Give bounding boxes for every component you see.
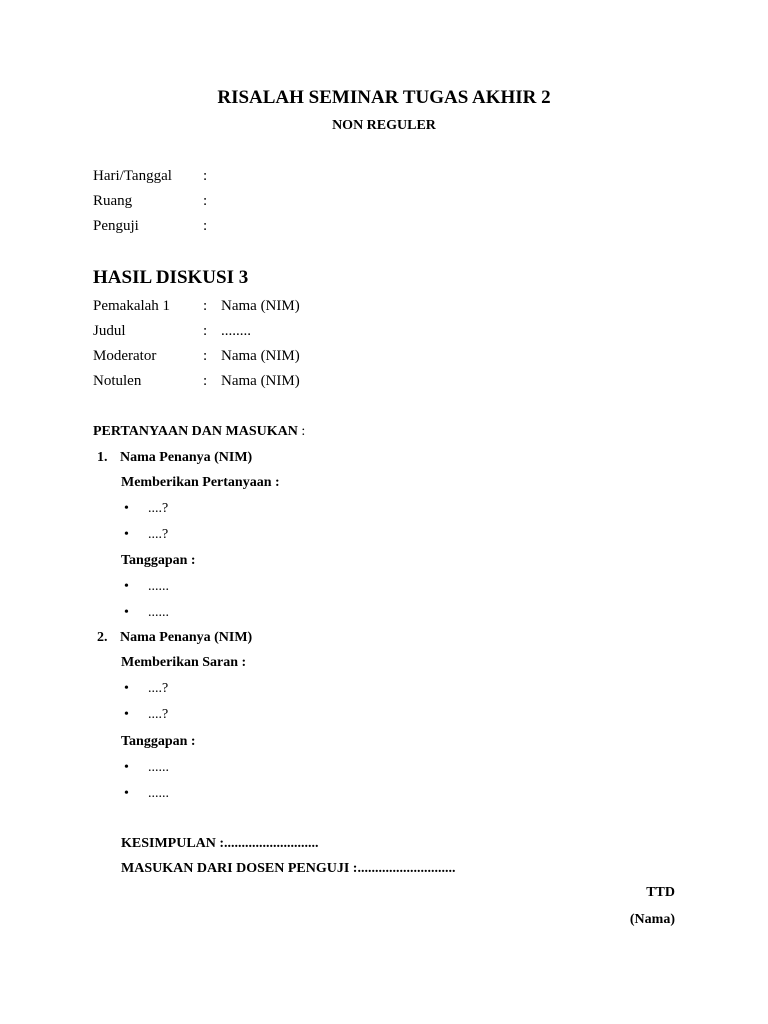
discussion-row-notetaker xyxy=(93,372,300,390)
bullet-icon: • xyxy=(124,605,129,620)
list-item xyxy=(124,578,169,596)
question-item xyxy=(97,449,252,467)
signature-label: TTD xyxy=(646,885,675,900)
list-item-text: ...... xyxy=(148,579,169,594)
bullet-icon: • xyxy=(124,681,129,696)
discussion-separator: : xyxy=(203,298,208,314)
discussion-label: Notulen xyxy=(93,373,142,389)
bullet-icon: • xyxy=(124,527,129,542)
conclusion-line: KESIMPULAN :........................... xyxy=(121,836,319,851)
session-label: Ruang xyxy=(93,193,133,209)
discussion-heading: HASIL DISKUSI 3 xyxy=(93,267,249,288)
session-separator: : xyxy=(203,218,208,234)
bullet-icon: • xyxy=(124,579,129,594)
discussion-value: ........ xyxy=(221,323,251,339)
list-item xyxy=(124,680,168,698)
signature-name: (Nama) xyxy=(629,912,675,927)
question-asker: Nama Penanya (NIM) xyxy=(120,630,253,645)
question-input-label: Memberikan Pertanyaan : xyxy=(121,475,280,490)
session-separator: : xyxy=(203,168,208,184)
list-item-text: ....? xyxy=(148,707,169,722)
questions-heading-suffix: : xyxy=(297,424,306,439)
document-subtitle: NON REGULER xyxy=(332,118,436,133)
session-row-examiner xyxy=(93,217,221,235)
question-asker: Nama Penanya (NIM) xyxy=(120,450,253,465)
question-number: 1. xyxy=(97,450,108,465)
list-item-text: ...... xyxy=(148,786,169,801)
list-item xyxy=(124,785,169,803)
bullet-icon: • xyxy=(124,786,129,801)
list-item-text: ...... xyxy=(148,605,169,620)
session-label: Hari/Tanggal xyxy=(93,168,172,184)
session-row-date xyxy=(93,167,221,185)
session-row-room xyxy=(93,192,221,210)
list-item-text: ....? xyxy=(148,501,169,516)
discussion-value: Nama (NIM) xyxy=(221,298,300,314)
response-label: Tanggapan : xyxy=(121,553,196,568)
response-label: Tanggapan : xyxy=(121,734,196,749)
questions-heading-text: PERTANYAAN DAN MASUKAN xyxy=(93,424,298,439)
bullet-icon: • xyxy=(124,707,129,722)
discussion-separator: : xyxy=(203,348,208,364)
list-item xyxy=(124,759,169,777)
discussion-separator: : xyxy=(203,323,208,339)
question-item xyxy=(97,629,252,647)
discussion-label: Pemakalah 1 xyxy=(93,298,171,314)
list-item-text: ....? xyxy=(148,681,169,696)
discussion-label: Judul xyxy=(93,323,126,339)
list-item-text: ....? xyxy=(148,527,169,542)
bullet-icon: • xyxy=(124,501,129,516)
session-label: Penguji xyxy=(93,218,139,234)
questions-heading xyxy=(93,423,305,441)
examiner-input-line: MASUKAN DARI DOSEN PENGUJI :............................ xyxy=(121,861,456,876)
discussion-row-moderator xyxy=(93,347,300,365)
discussion-value: Nama (NIM) xyxy=(221,348,300,364)
session-separator: : xyxy=(203,193,208,209)
document-title: RISALAH SEMINAR TUGAS AKHIR 2 xyxy=(217,87,551,108)
discussion-label: Moderator xyxy=(93,348,157,364)
list-item xyxy=(124,526,168,544)
list-item xyxy=(124,500,168,518)
discussion-row-presenter xyxy=(93,297,300,315)
question-number: 2. xyxy=(97,630,108,645)
list-item xyxy=(124,706,168,724)
discussion-row-title xyxy=(93,322,251,340)
list-item xyxy=(124,604,169,622)
list-item-text: ...... xyxy=(148,760,169,775)
discussion-separator: : xyxy=(203,373,208,389)
question-input-label: Memberikan Saran : xyxy=(121,655,247,670)
discussion-value: Nama (NIM) xyxy=(221,373,300,389)
bullet-icon: • xyxy=(124,760,129,775)
